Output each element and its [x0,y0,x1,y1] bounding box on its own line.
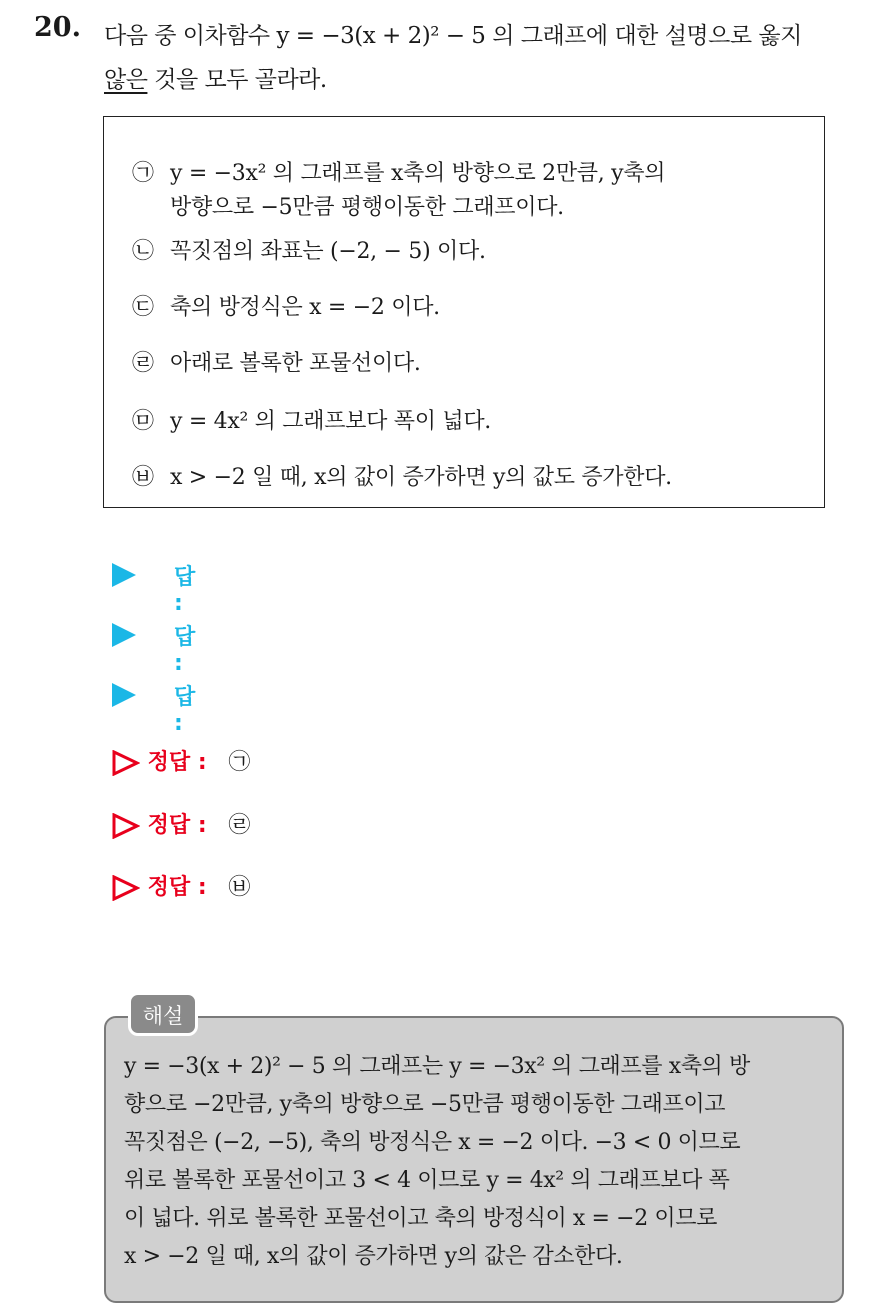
answer-blank-row[interactable] [112,622,196,676]
explanation-text [124,1048,834,1276]
filled-triangle-icon [112,563,136,587]
underlined-negation: 않은 [104,67,148,93]
choice-marker: ㉥ [132,465,154,490]
choice-marker: ㉡ [132,239,154,264]
solution-value: ㉠ [228,750,251,775]
answer-blank-row[interactable] [112,682,196,736]
choice-item [132,291,440,325]
solution-row [112,745,250,776]
explanation-line: y = −3(x + 2)² − 5 의 그래프는 y = −3x² 의 그래프를 x축의 방 [124,1054,750,1079]
choice-text: 꼭짓점의 좌표는 (−2, − 5) 이다. [170,239,486,264]
choice-text: 축의 방정식은 x = −2 이다. [170,295,440,320]
question-line-2 [104,58,874,102]
choice-marker: ㉠ [132,161,154,186]
answer-label: 답 : [174,625,196,676]
choice-text: x > −2 일 때, x의 값이 증가하면 y의 값도 증가한다. [170,465,672,490]
choice-marker: ㉢ [132,295,154,320]
filled-triangle-icon [112,683,136,707]
explanation-line: 이 넓다. 위로 볼록한 포물선이고 축의 방정식이 x = −2 이므로 [124,1206,717,1231]
explanation-line: 꼭짓점은 (−2, −5), 축의 방정식은 x = −2 이다. −3 < 0 이므로 [124,1130,741,1155]
solution-value: ㉣ [228,813,251,838]
answer-label: 답 : [174,565,196,616]
filled-triangle-icon [112,623,136,647]
question-line-1: 다음 중 이차함수 y = −3(x + 2)² − 5 의 그래프에 대한 설명으로 옳지 [104,23,802,49]
explanation-line: 향으로 −2만큼, y축의 방향으로 −5만큼 평행이동한 그래프이고 [124,1092,726,1117]
choice-marker: ㉤ [132,409,154,434]
question-text [104,14,874,102]
solution-label: 정답 : [147,750,207,775]
answer-blank-row[interactable] [112,562,196,616]
solution-label: 정답 : [147,875,207,900]
outline-triangle-icon [112,750,140,776]
choice-item [132,405,491,439]
explanation-line: 위로 볼록한 포물선이고 3 < 4 이므로 y = 4x² 의 그래프보다 폭 [124,1168,730,1193]
explanation-line: x > −2 일 때, x의 값이 증가하면 y의 값은 감소한다. [124,1244,623,1269]
choice-text: 방향으로 −5만큼 평행이동한 그래프이다. [170,195,564,220]
choice-item [132,461,672,495]
choice-text: y = −3x² 의 그래프를 x축의 방향으로 2만큼, y축의 [170,161,666,186]
choice-text: 아래로 볼록한 포물선이다. [170,351,421,376]
solution-row [112,808,250,839]
choice-item [132,235,486,269]
outline-triangle-icon [112,875,140,901]
solution-value: ㉥ [228,875,251,900]
explanation-tag: 해설 [128,992,198,1036]
choice-text: y = 4x² 의 그래프보다 폭이 넓다. [170,409,491,434]
choice-item [132,157,665,225]
choices-box [103,116,825,508]
outline-triangle-icon [112,813,140,839]
solution-row [112,870,250,901]
choice-item [132,347,421,381]
question-line-2-rest: 것을 모두 골라라. [147,67,327,93]
choice-marker: ㉣ [132,351,154,376]
question-number: 20. [34,12,81,43]
solution-label: 정답 : [147,813,207,838]
answer-label: 답 : [174,685,196,736]
